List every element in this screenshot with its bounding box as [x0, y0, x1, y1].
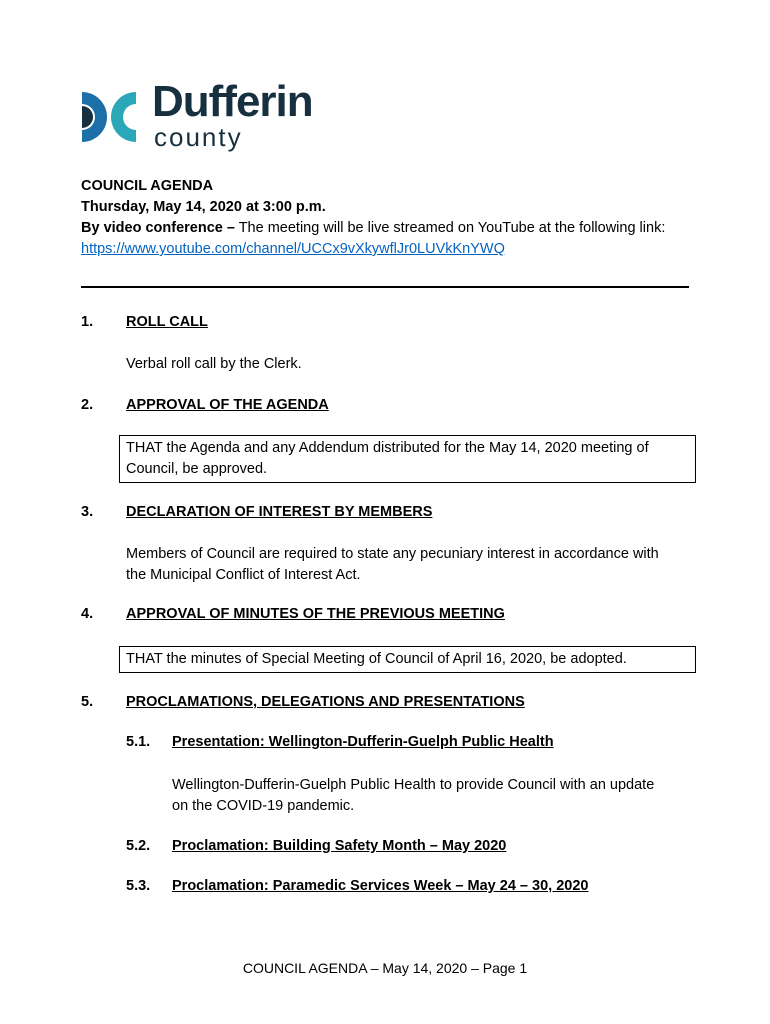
item-heading-approval-agenda: APPROVAL OF THE AGENDA [126, 397, 329, 413]
motion-box [119, 646, 696, 673]
text-line: Members of Council are required to state any pecuniary interest in accordance with [126, 546, 659, 562]
subitem-number: 5.3. [126, 878, 151, 894]
item-number: 3. [81, 504, 94, 520]
subitem-text [172, 775, 654, 817]
text-line: the Municipal Conflict of Interest Act. [126, 567, 361, 583]
motion-line: THAT the Agenda and any Addendum distributed for the May 14, 2020 meeting of [126, 440, 649, 456]
item-heading-declaration: DECLARATION OF INTEREST BY MEMBERS [126, 504, 433, 520]
text-line: Wellington-Dufferin-Guelph Public Health to provide Council with an update [172, 777, 655, 793]
motion-line: Council, be approved. [126, 461, 268, 477]
item-heading-approval-minutes: APPROVAL OF MINUTES OF THE PREVIOUS MEETING [126, 606, 505, 622]
logo-wordmark: Dufferin [152, 77, 313, 126]
subitem-number: 5.1. [126, 734, 151, 750]
conference-text: The meeting will be live streamed on YouTube at the following link: [234, 220, 666, 236]
conference-label: By video conference – [81, 220, 235, 236]
conference-line [81, 218, 665, 239]
subitem-number: 5.2. [126, 838, 151, 854]
subitem-heading-building-safety: Proclamation: Building Safety Month – May 2020 [172, 838, 507, 854]
item-number: 5. [81, 694, 94, 710]
page-footer: COUNCIL AGENDA – May 14, 2020 – Page 1 [242, 960, 528, 976]
motion-line: THAT the minutes of Special Meeting of Council of April 16, 2020, be adopted. [126, 651, 627, 667]
item-heading-proclamations: PROCLAMATIONS, DELEGATIONS AND PRESENTATIONS [126, 694, 525, 710]
dufferin-county-logo [80, 77, 340, 156]
item-text [126, 544, 659, 586]
agenda-title: COUNCIL AGENDA [81, 178, 214, 194]
meeting-date: Thursday, May 14, 2020 at 3:00 p.m. [81, 199, 326, 215]
item-number: 2. [81, 397, 94, 413]
youtube-link[interactable]: https://www.youtube.com/channel/UCCx9vXkywflJr0LUVkKnYWQ [81, 241, 505, 257]
item-text: Verbal roll call by the Clerk. [126, 356, 302, 372]
logo-subtitle: county [154, 122, 243, 152]
dufferin-logo-icon [80, 86, 138, 148]
divider [81, 286, 689, 288]
item-number: 1. [81, 314, 94, 330]
motion-box [119, 435, 696, 483]
text-line: on the COVID-19 pandemic. [172, 798, 355, 814]
agenda-header [81, 176, 665, 260]
item-heading-roll-call: ROLL CALL [126, 314, 208, 330]
subitem-heading-presentation: Presentation: Wellington-Dufferin-Guelph Public Health [172, 734, 554, 750]
subitem-heading-paramedic-week: Proclamation: Paramedic Services Week – May 24 – 30, 2020 [172, 878, 589, 894]
item-number: 4. [81, 606, 94, 622]
